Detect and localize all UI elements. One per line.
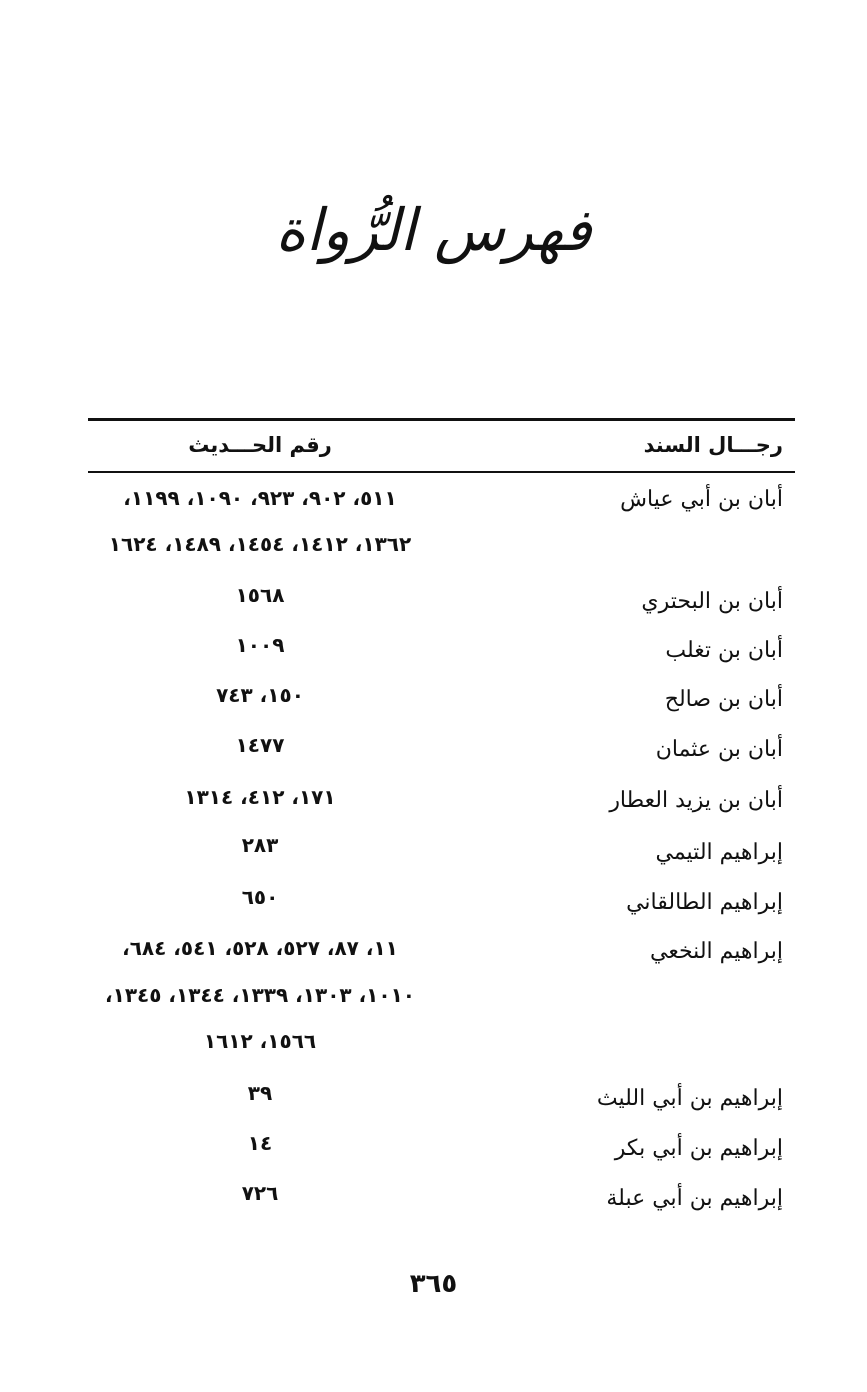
hadith-numbers: ١٧١، ٤١٢، ١٣١٤ — [184, 785, 336, 809]
hadith-numbers: ١٠١٠، ١٣٠٣، ١٣٣٩، ١٣٤٤، ١٣٤٥، — [105, 983, 415, 1007]
hadith-numbers: ١١، ٨٧، ٥٢٧، ٥٢٨، ٥٤١، ٦٨٤، — [122, 936, 398, 960]
narrator-name: أبان بن البحتري — [641, 589, 783, 614]
hadith-numbers: ١٥٠، ٧٤٣ — [216, 683, 304, 707]
narrators-column-header: رجـــال السند — [643, 433, 783, 457]
hadith-numbers: ١٥٦٦، ١٦١٢ — [203, 1029, 317, 1053]
narrator-name: أبان بن أبي عياش — [620, 487, 783, 512]
narrator-name: إبراهيم النخعي — [650, 939, 783, 964]
hadith-numbers: ١٥٦٨ — [235, 583, 285, 607]
hadith-number-column-header: رقم الحـــديث — [188, 433, 332, 457]
narrator-name: إبراهيم بن أبي بكر — [614, 1136, 783, 1161]
narrator-name: أبان بن تغلب — [665, 638, 783, 663]
hadith-numbers: ١٣٦٢، ١٤١٢، ١٤٥٤، ١٤٨٩، ١٦٢٤ — [108, 532, 412, 556]
narrator-name: إبراهيم التيمي — [655, 840, 783, 865]
hadith-numbers: ٥١١، ٩٠٢، ٩٢٣، ١٠٩٠، ١١٩٩، — [123, 486, 397, 510]
hadith-numbers: ١٤٧٧ — [235, 733, 285, 757]
hadith-numbers: ٣٩ — [247, 1081, 273, 1105]
narrator-name: إبراهيم بن أبي الليث — [596, 1086, 783, 1111]
table-header-rule — [88, 471, 795, 473]
hadith-numbers: ١٠٠٩ — [235, 633, 285, 657]
hadith-numbers: ١٤ — [247, 1131, 273, 1155]
narrator-name: أبان بن عثمان — [655, 737, 783, 762]
hadith-numbers: ٦٥٠ — [241, 885, 279, 909]
hadith-numbers: ٧٢٦ — [241, 1181, 279, 1205]
narrator-name: أبان بن صالح — [664, 687, 783, 712]
page-number: ٣٦٥ — [409, 1269, 458, 1299]
page-title: فهرس الرُّواة — [275, 196, 592, 264]
hadith-numbers: ٢٨٣ — [241, 833, 279, 857]
narrator-name: أبان بن يزيد العطار — [609, 788, 783, 813]
table-top-rule — [88, 418, 795, 421]
narrator-name: إبراهيم الطالقاني — [626, 890, 783, 915]
narrator-name: إبراهيم بن أبي عبلة — [606, 1186, 783, 1211]
